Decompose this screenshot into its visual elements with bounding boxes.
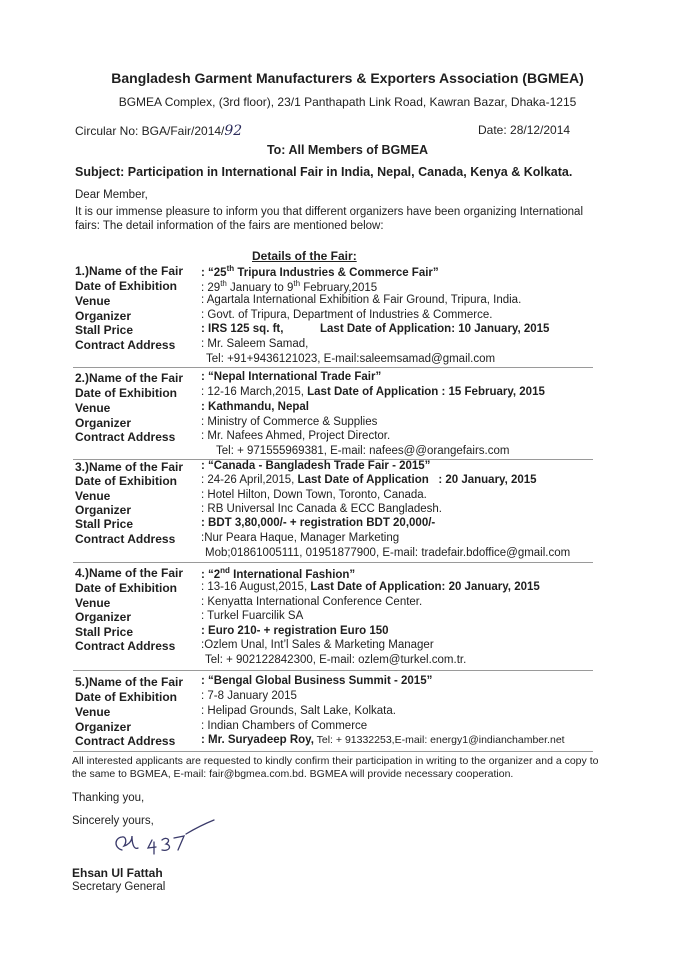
closing-line-1: All interested applicants are requested to kindly confirm their participation in writing to the organizer and a copy to — [72, 755, 599, 767]
fair-name: : “2nd International Fashion” — [201, 566, 356, 581]
exhibition-date: : 12-16 March,2015, Last Date of Application : 15 February, 2015 — [201, 386, 545, 398]
fair-name-label: 4.)Name of the Fair — [75, 566, 184, 580]
to-line: To: All Members of BGMEA — [266, 143, 429, 157]
subject-line: Subject: Participation in International Fair in India, Nepal, Canada, Kenya & Kolkata. — [75, 165, 573, 179]
organization-address: BGMEA Complex, (3rd floor), 23/1 Panthapath Link Road, Kawran Bazar, Dhaka-1215 — [118, 95, 577, 109]
fair-name: : “Bengal Global Business Summit - 2015” — [201, 675, 433, 687]
exhibition-date: : 29th January to 9th February,2015 — [201, 279, 378, 294]
application-deadline: Last Date of Application: 10 January, 2015 — [320, 323, 550, 335]
contact-person: : Mr. Saleem Samad, — [201, 338, 309, 350]
salutation: Dear Member, — [75, 189, 148, 201]
organization-name: Bangladesh Garment Manufacturers & Exporters Association (BGMEA) — [111, 70, 584, 86]
organizer: : RB Universal Inc Canada & ECC Bangladesh. — [201, 503, 442, 515]
signer-title: Secretary General — [72, 881, 166, 893]
venue: : Agartala International Exhibition & Fair Ground, Tripura, India. — [201, 294, 522, 306]
venue-label: Venue — [75, 489, 111, 503]
stall-price: : IRS 125 sq. ft, — [201, 323, 284, 335]
venue: : Helipad Grounds, Salt Lake, Kolkata. — [201, 705, 396, 717]
signer-name: Ehsan Ul Fattah — [72, 866, 163, 880]
organizer-label: Organizer — [75, 503, 132, 517]
fair-name-label: 3.)Name of the Fair — [75, 460, 184, 474]
contact-details: Tel: +91+9436121023, E-mail:saleemsamad@gmail.com — [206, 353, 496, 365]
intro-line-1: It is our immense pleasure to inform you that different organizers have been organizing International — [75, 206, 583, 218]
contact-person: : Mr. Nafees Ahmed, Project Director. — [201, 430, 391, 442]
venue: : Hotel Hilton, Down Town, Toronto, Canada. — [201, 489, 427, 501]
organizer-label: Organizer — [75, 416, 132, 430]
venue: : Kenyatta International Conference Center. — [201, 596, 423, 608]
application-deadline: Last Date of Application : 20 January, 2015 — [297, 474, 537, 486]
date-label: Date of Exhibition — [75, 474, 177, 488]
date-label: Date of Exhibition — [75, 690, 177, 704]
circular-date: Date: 28/12/2014 — [478, 123, 571, 137]
contact-details: Tel: + 971555969381, E-mail: nafees@@orangefairs.com — [216, 445, 510, 457]
section-divider — [73, 367, 593, 368]
organizer: : Govt. of Tripura, Department of Industries & Commerce. — [201, 309, 493, 321]
contact-label: Contract Address — [75, 338, 176, 352]
exhibition-date: : 24-26 April,2015, Last Date of Application : 20 January, 2015 — [201, 474, 537, 486]
contact-details: : Mr. Suryadeep Roy, Tel: + 91332253,E-mail: energy1@indianchamber.net — [201, 734, 565, 746]
fair-name: : “25th Tripura Industries & Commerce Fair” — [201, 264, 439, 279]
organizer: : Indian Chambers of Commerce — [201, 720, 368, 732]
fair-name-label: 2.)Name of the Fair — [75, 371, 184, 385]
organizer: : Ministry of Commerce & Supplies — [201, 416, 378, 428]
organizer: : Turkel Fuarcilik SA — [201, 610, 304, 622]
section-divider — [73, 670, 593, 671]
stall-price: : BDT 3,80,000/- + registration BDT 20,000/- — [201, 517, 436, 529]
details-heading: Details of the Fair: — [252, 249, 357, 263]
contact-details: Tel: + 902122842300, E-mail: ozlem@turkel.com.tr. — [205, 654, 467, 666]
fair-name: : “Canada - Bangladesh Trade Fair - 2015” — [201, 460, 431, 472]
contact-label: Contract Address — [75, 639, 176, 653]
regards-line: Sincerely yours, — [72, 815, 154, 827]
venue-label: Venue — [75, 401, 111, 415]
fair-name-label: 5.)Name of the Fair — [75, 675, 184, 689]
date-label: Date of Exhibition — [75, 581, 177, 595]
contact-label: Contract Address — [75, 734, 176, 748]
stall-price-label: Stall Price — [75, 517, 134, 531]
fair-name: : “Nepal International Trade Fair” — [201, 371, 382, 383]
application-deadline: Last Date of Application : 15 February, 2015 — [307, 386, 545, 398]
contact-label: Contract Address — [75, 430, 176, 444]
venue-label: Venue — [75, 705, 111, 719]
organizer-label: Organizer — [75, 720, 132, 734]
closing-line-2: the same to BGMEA, E-mail: fair@bgmea.com.bd. BGMEA will provide necessary cooperation. — [72, 768, 514, 780]
date-label: Date of Exhibition — [75, 386, 177, 400]
exhibition-date: : 7-8 January 2015 — [201, 690, 297, 702]
stall-price-label: Stall Price — [75, 625, 134, 639]
venue-label: Venue — [75, 294, 111, 308]
contact-person: :Nur Peara Haque, Manager Marketing — [201, 532, 400, 544]
circular-number: Circular No: BGA/Fair/2014/92 — [75, 123, 243, 139]
stall-price: : Euro 210- + registration Euro 150 — [201, 625, 389, 637]
contact-details: Mob;01861005111, 01951877900, E-mail: tradefair.bdoffice@gmail.com — [205, 547, 571, 559]
section-divider — [73, 562, 593, 563]
date-label: Date of Exhibition — [75, 279, 177, 293]
organizer-label: Organizer — [75, 309, 132, 323]
thanks-line: Thanking you, — [72, 792, 145, 804]
intro-line-2: fairs: The detail information of the fairs are mentioned below: — [75, 220, 384, 232]
organizer-label: Organizer — [75, 610, 132, 624]
stall-price-label: Stall Price — [75, 323, 134, 337]
contact-label: Contract Address — [75, 532, 176, 546]
handwritten-signature — [108, 800, 218, 860]
venue: : Kathmandu, Nepal — [201, 401, 309, 413]
handwritten-circular-number: 92 — [224, 123, 243, 139]
fair-name-label: 1.)Name of the Fair — [75, 264, 184, 278]
section-divider — [73, 751, 593, 752]
contact-person: :Ozlem Unal, Int’l Sales & Marketing Manager — [201, 639, 434, 651]
venue-label: Venue — [75, 596, 111, 610]
exhibition-date: : 13-16 August,2015, Last Date of Application: 20 January, 2015 — [201, 581, 540, 593]
application-deadline: Last Date of Application: 20 January, 2015 — [310, 581, 540, 593]
